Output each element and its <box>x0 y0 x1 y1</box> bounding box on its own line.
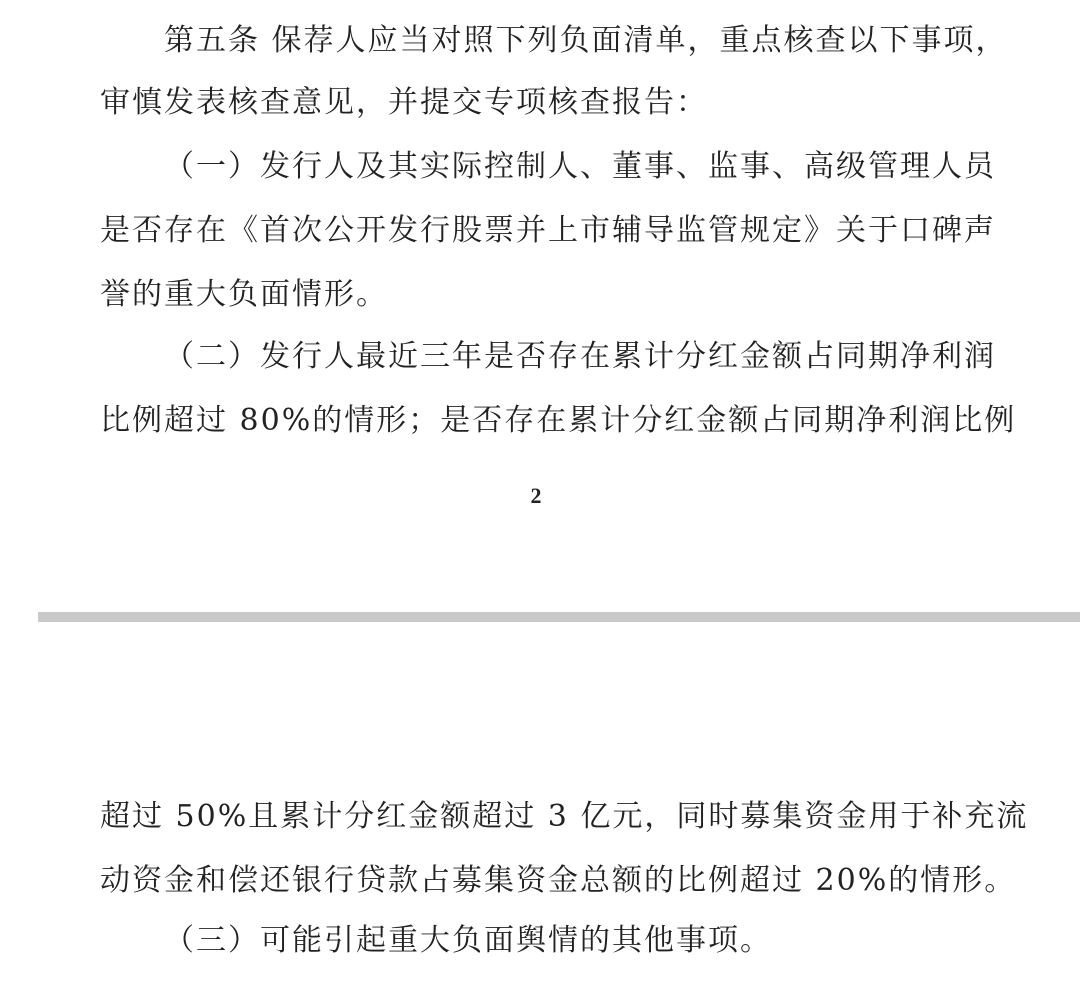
paragraph-line: （一）发行人及其实际控制人、董事、监事、高级管理人员 <box>164 149 996 184</box>
paragraph-line: 第五条 保荐人应当对照下列负面清单，重点核查以下事项， <box>164 23 1008 58</box>
paragraph-line: 动资金和偿还银行贷款占募集资金总额的比例超过 20%的情形。 <box>100 863 1017 898</box>
paragraph-line: （二）发行人最近三年是否存在累计分红金额占同期净利润 <box>164 339 996 374</box>
paragraph-line: （三）可能引起重大负面舆情的其他事项。 <box>164 923 772 958</box>
paragraph-line: 超过 50%且累计分红金额超过 3 亿元，同时募集资金用于补充流 <box>100 799 1029 834</box>
paragraph-line: 誉的重大负面情形。 <box>100 277 388 312</box>
document-page-3 <box>0 624 1080 994</box>
page-separator <box>38 612 1080 622</box>
paragraph-line: 是否存在《首次公开发行股票并上市辅导监管规定》关于口碑声 <box>100 213 996 248</box>
paragraph-line: 审慎发表核查意见，并提交专项核查报告： <box>100 85 708 120</box>
page-number: 2 <box>530 483 542 508</box>
paragraph-line: 比例超过 80%的情形；是否存在累计分红金额占同期净利润比例 <box>100 403 1017 438</box>
